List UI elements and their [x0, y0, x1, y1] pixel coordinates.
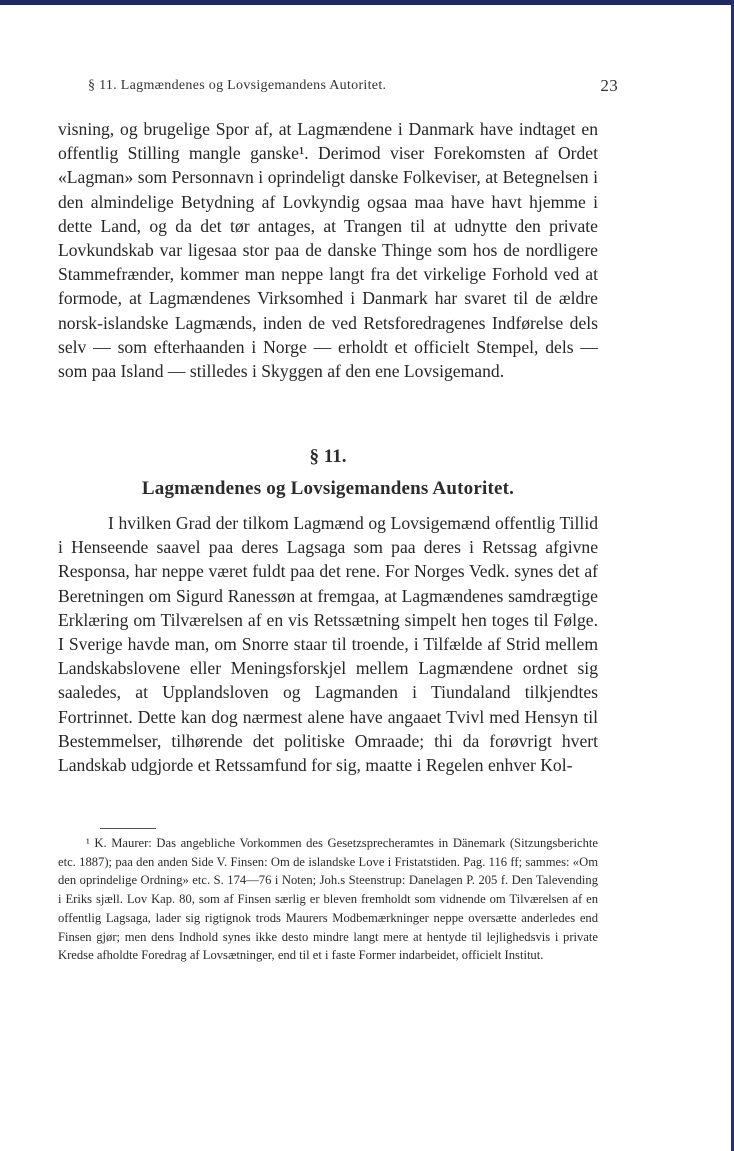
paragraph-1-text: visning, og brugelige Spor af, at Lagmændene i Danmark have indtaget en offentlig Stilling mangle ganske¹. Derimod viser Forekomsten af Ordet «Lagman» som Personnavn i oprindeligt danske Folkeviser, at Betegnelsen i den almindelige Betydning af Lovkyndig ogsaa maa have havt hjemme i dette Land, og da det tør antages, at Trangen til at udnytte den private Lovkundskab var ligesaa stor paa de danske Thinge som hos de nordligere Stammefrænder, kommer man neppe langt fra det virkelige Forhold ved at formode, at Lagmændenes Virksomhed i Danmark har svaret til de ældre norsk-islandske Lagmænds, inden de ved Retsforedragenes Indførelse dels selv — som efterhaanden i Norge — erholdt et officielt Stempel, dels — som paa Island — stilledes i Skyggen af den ene Lovsigemand.	[58, 119, 598, 382]
running-head	[88, 78, 618, 94]
scan-edge-band	[0, 0, 734, 5]
footnote	[58, 834, 598, 965]
paragraph-2-text: I hvilken Grad der tilkom Lagmænd og Lovsigemænd offentlig Tillid i Henseende saavel paa deres Lagsaga som paa deres i Retssag afgivne Responsa, har neppe været fuldt paa det rene. For Norges Vedk. synes det af Beretningen om Sigurd Ranessøn at fremgaa, at Lagmændenes samdrægtige Erklæring om Tilværelsen af en vis Retssætning simpelt hen toges til Følge. I Sverige havde man, om Snorre staar til troende, i Tilfælde af Strid mellem Landskabslovene eller Meningsforskjel mellem Lagmændene ordnet sig saaledes, at Upplandsloven og Lagmanden i Tiundaland tilkjendtes Fortrinnet. Dette kan dog nærmest alene have angaaet Tvivl med Hensyn til Bestemmelser, tilhørende det politiske Omraade; thi da forøvrigt hvert Landskab udgjorde et Retssamfund for sig, maatte i Regelen enhver Kol-	[58, 513, 598, 776]
body-paragraph-2	[58, 511, 598, 777]
footnote-marker: ¹	[86, 836, 90, 850]
running-head-title: Lagmændenes og Lovsigemandens Autoritet.	[120, 78, 387, 93]
section-number: § 11.	[309, 446, 347, 467]
footnote-text: K. Maurer: Das angebliche Vorkommen des Gesetzsprecheramtes in Dänemark (Sitzungsberichte etc. 1887); paa den anden Side V. Finsen: Om de islandske Love i Fristatstiden. Pag. 116 ff; sammes: «Om den oprindelige Ordning» etc. S. 174—76 i Noten; Joh.s Steenstrup: Danelagen P. 205 f. Den Talevending i Eriks sjæll. Lov Kap. 80, som af Finsen særlig er bleven fremholdt som vidnende om Tilværelsen af en offentlig Lagsaga, lader sig rigtignok trods Maurers Modbemærkninger neppe oversætte anderledes end Finsen gjør; men dens Indhold synes ikke desto mindre langt mere at hentyde til lejlighedsvis i private Kredse afholdte Foredrag af Lovsætninger, end til et i faste Former indarbeidet, officielt Institut.	[58, 836, 598, 963]
running-head-section: § 11.	[88, 78, 117, 93]
footnote-paragraph	[58, 834, 598, 965]
running-head-text	[88, 78, 386, 94]
body-paragraph-1	[58, 117, 598, 383]
section-title: Lagmændenes og Lovsigemandens Autoritet.	[141, 478, 515, 499]
footnote-rule	[100, 828, 156, 829]
page-number: 23	[600, 76, 618, 95]
